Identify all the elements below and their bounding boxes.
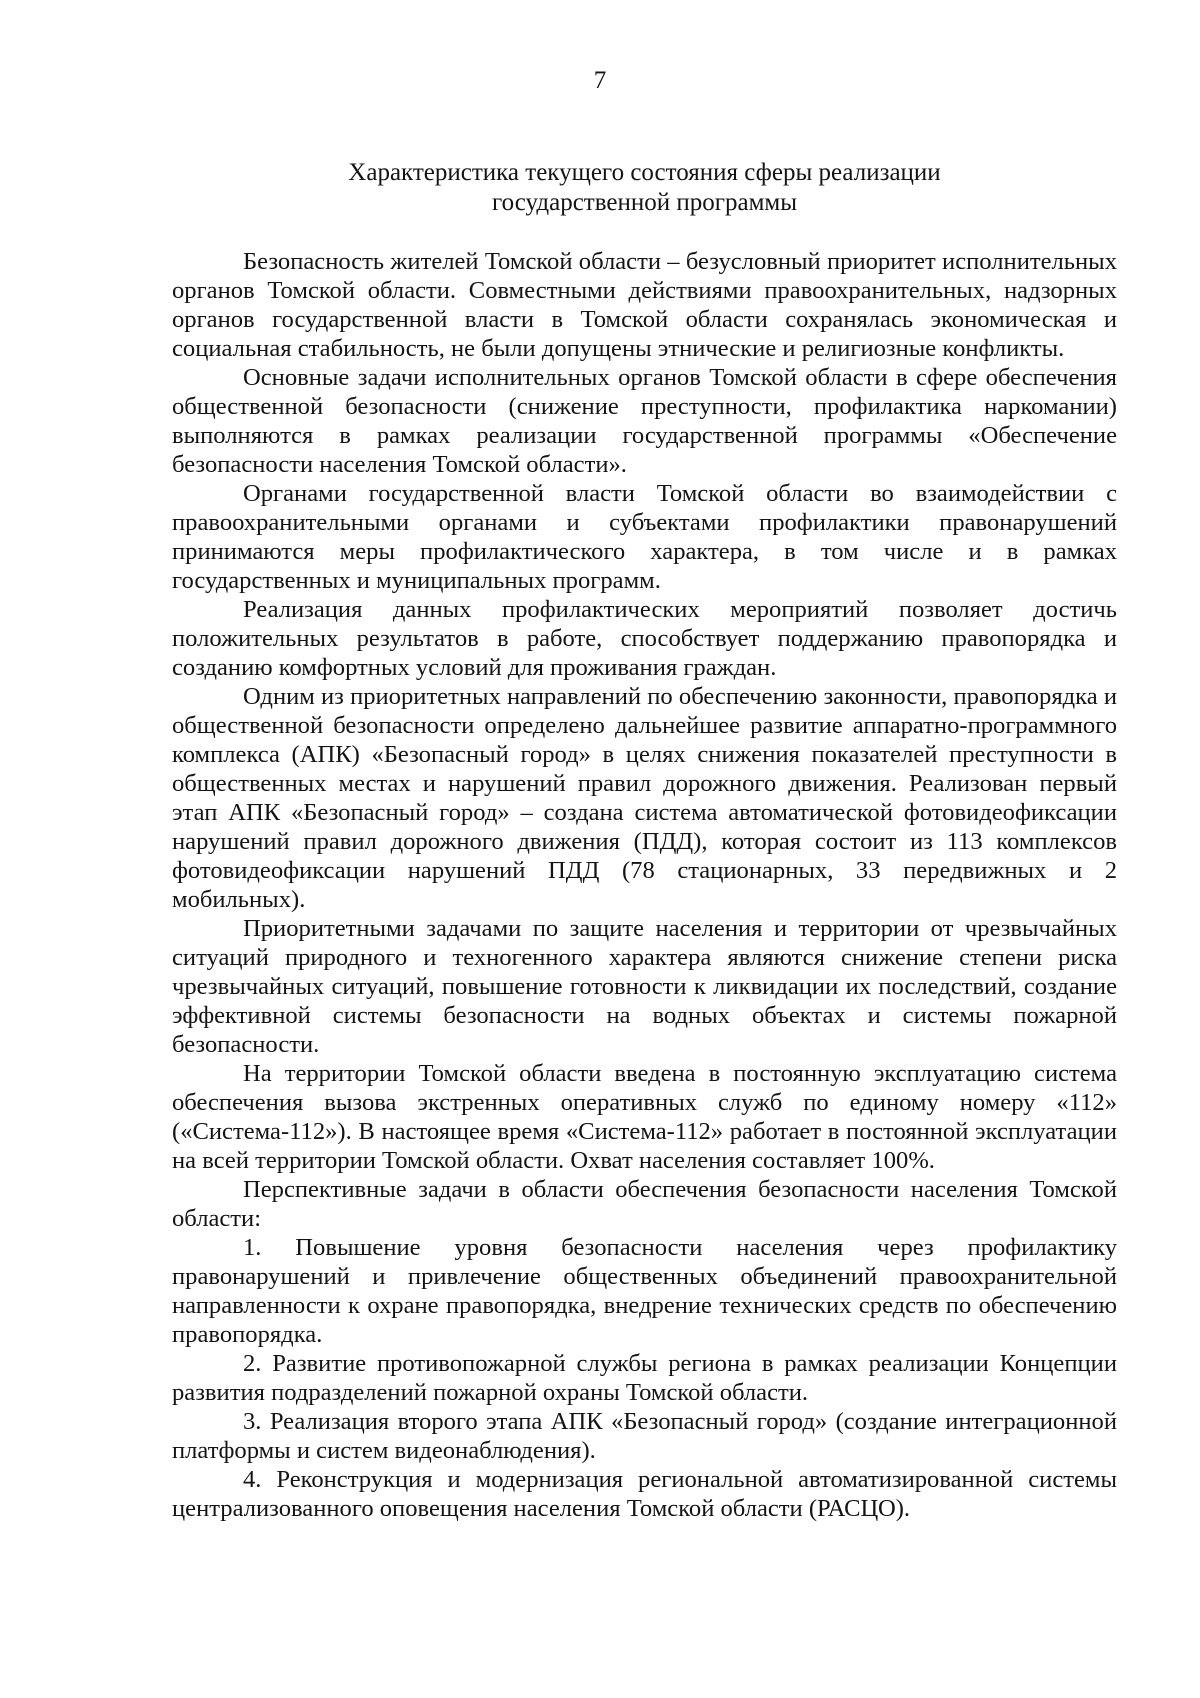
section-title bbox=[172, 158, 1117, 218]
paragraph-main-tasks: Основные задачи исполнительных органов Томской области в сфере обеспечения общественной безопасности (снижение преступности, профилактика наркомании) выполняются в рамках реализации государственной программы «Обеспечение безопасности населения Томской области». bbox=[172, 364, 1117, 478]
paragraph-prevention-results: Реализация данных профилактических мероприятий позволяет достичь положительных результатов в работе, способствует поддержанию правопорядка и созданию комфортных условий для проживания граждан. bbox=[172, 596, 1117, 681]
document-body bbox=[172, 247, 1117, 1523]
page-number: 7 bbox=[593, 67, 607, 94]
section-title-line-2: государственной программы bbox=[491, 189, 798, 216]
paragraph-safety-priority: Безопасность жителей Томской области – безусловный приоритет исполнительных органов Томской области. Совместными действиями правоохранительных, надзорных органов государственной власти в Томской области сохранялась экономическая и социальная стабильность, не были допущены этнические и религиозные конфликты. bbox=[172, 248, 1117, 362]
list-item-3: 3. Реализация второго этапа АПК «Безопасный город» (создание интеграционной платформы и систем видеонаблюдения). bbox=[172, 1408, 1117, 1464]
paragraph-system-112: На территории Томской области введена в постоянную эксплуатацию система обеспечения вызова экстренных оперативных служб по единому номеру «112» («Система-112»). В настоящее время «Система-112» работает в постоянной эксплуатации на всей территории Томской области. Охват населения составляет 100%. bbox=[172, 1060, 1117, 1174]
list-item-1: 1. Повышение уровня безопасности населения через профилактику правонарушений и привлечение общественных объединений правоохранительной направленности к охране правопорядка, внедрение технических средств по обеспечению правопорядка. bbox=[172, 1234, 1117, 1348]
section-title-line-1: Характеристика текущего состояния сферы реализации bbox=[348, 159, 941, 186]
list-item-2: 2. Развитие противопожарной службы региона в рамках реализации Концепции развития подразделений пожарной охраны Томской области. bbox=[172, 1350, 1117, 1406]
paragraph-emergency-tasks: Приоритетными задачами по защите населения и территории от чрезвычайных ситуаций природного и техногенного характера являются снижение степени риска чрезвычайных ситуаций, повышение готовности к ликвидации их последствий, создание эффективной системы безопасности на водных объектах и системы пожарной безопасности. bbox=[172, 915, 1117, 1058]
paragraph-prevention-measures: Органами государственной власти Томской области во взаимодействии с правоохранительными органами и субъектами профилактики правонарушений принимаются меры профилактического характера, в том числе и в рамках государственных и муниципальных программ. bbox=[172, 480, 1117, 594]
list-item-4: 4. Реконструкция и модернизация региональной автоматизированной системы централизованного оповещения населения Томской области (РАСЦО). bbox=[172, 1466, 1117, 1522]
paragraph-safe-city: Одним из приоритетных направлений по обеспечению законности, правопорядка и общественной безопасности определено дальнейшее развитие аппаратно-программного комплекса (АПК) «Безопасный город» в целях снижения показателей преступности в общественных местах и нарушений правил дорожного движения. Реализован первый этап АПК «Безопасный город» – создана система автоматической фотовидеофиксации нарушений правил дорожного движения (ПДД), которая состоит из 113 комплексов фотовидеофиксации нарушений ПДД (78 стационарных, 33 передвижных и 2 мобильных). bbox=[172, 683, 1117, 913]
paragraph-prospective-tasks: Перспективные задачи в области обеспечения безопасности населения Томской области: bbox=[172, 1176, 1117, 1232]
